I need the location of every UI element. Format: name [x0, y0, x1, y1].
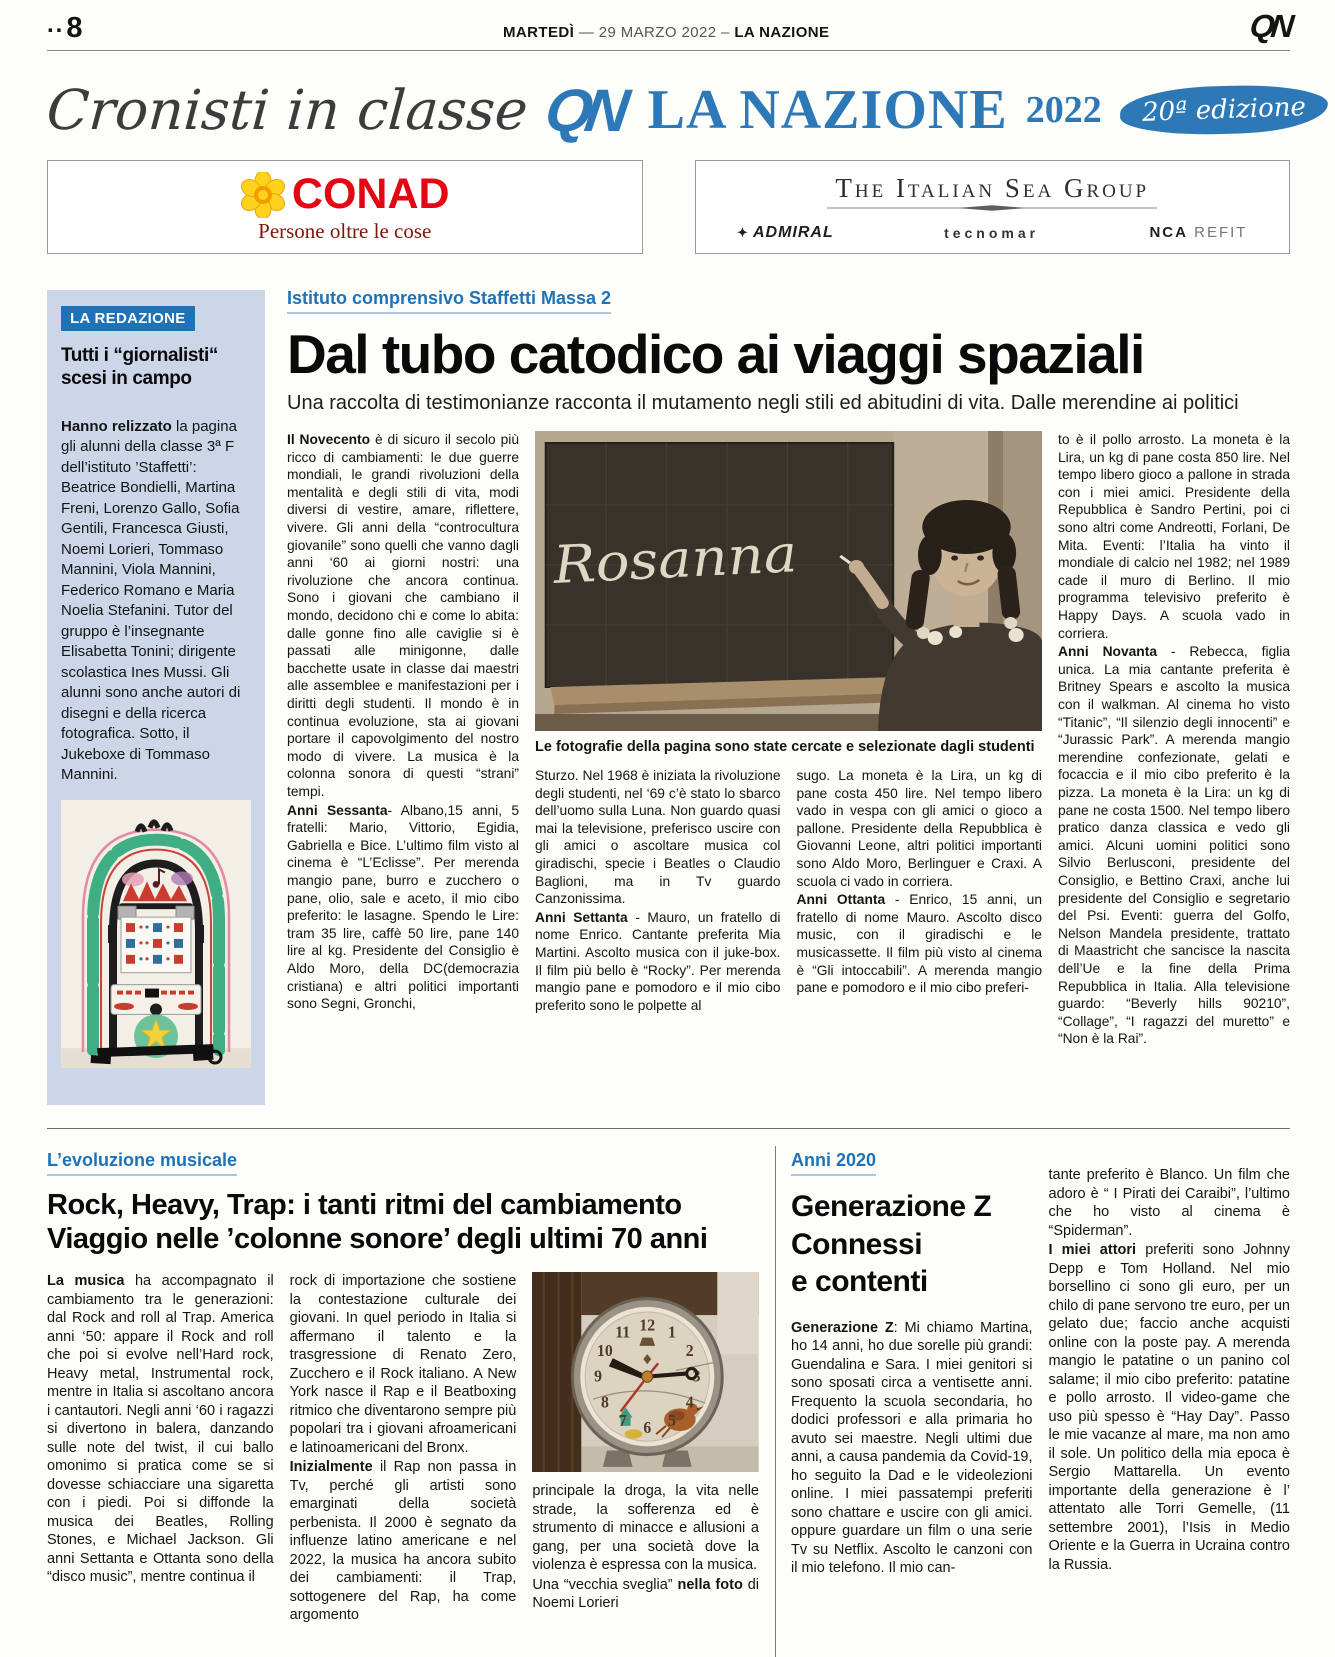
main-article-kicker: Istituto comprensivo Staffetti Massa 2: [287, 288, 611, 314]
page-number-value: 8: [66, 12, 83, 44]
music-column-1: La musica ha accompagnato il cambiamento tra le generazioni: dal Rock and roll al Trap. America anni ‘50: appare il Rock and roll che poi si evolve nell’Hard rock, Heavy metal, Instrumental rock, mentre in Italia si ascoltano ancora i cantautori. Negli anni ‘60 i ragazzi si divertono in balera, danzando sulle note del twist, il cui ballo omonimo si pratica come se si dovesse schiacciare una sigaretta con i piedi. Poi si diffonde la musica dei Beatles, Rolling Stones, e Michael Jackson. Gli anni Settanta e Ottanta sono della “disco music”, mentre continua il: [47, 1273, 274, 1586]
dateline-date: — 29 MARZO 2022 –: [578, 24, 730, 41]
flourish-divider: [827, 204, 1157, 212]
cronisti-script-title: Cronisti in classe: [44, 78, 530, 142]
redazione-sidebar: [47, 290, 265, 1105]
clock-numeral: 10: [597, 1343, 614, 1361]
clock-numeral: 12: [639, 1317, 656, 1335]
clock-numeral: 7: [619, 1413, 627, 1431]
genz-column-1: [791, 1150, 1033, 1579]
music-headline-line-1: Rock, Heavy, Trap: i tanti ritmi del cambiamento: [47, 1189, 682, 1221]
middle-columns: [535, 767, 1042, 1015]
qn-logo-masthead: QN: [540, 76, 627, 144]
page-number-dots: ..: [47, 11, 65, 38]
genz-column-1-text: Generazione Z: Mi chiamo Martina, ho 14 anni, ho due sorelle più grandi: Guendalina e Sara. I miei genitori si sono sposati circa a ventisette anni. Frequento la scuola secondaria, ho dodici professori e alla primaria ho avuto sei maestre. Negli ultimi due anni, a causa pandemia da Covid-19, ho seguito la Dad e le videolezioni online. I miei passatempi preferiti sono chattare e uscire con gli amici. oppure guardare un film o una serie Tv su Netflix. Ascolto le canzoni con il mio telefono. Il mio can-: [791, 1319, 1033, 1576]
music-article: [47, 1150, 759, 1626]
conad-ad: [47, 160, 643, 254]
music-article-columns: [47, 1272, 759, 1626]
page-number: [47, 12, 82, 45]
admiral-star-icon: ✦: [737, 224, 749, 240]
clock-numeral: 1: [668, 1324, 677, 1343]
dateline: [503, 24, 829, 45]
masthead: [44, 62, 1307, 158]
music-column-3: [532, 1272, 759, 1626]
italian-sea-group-ad: [695, 160, 1291, 254]
main-article-subtitle: Una raccolta di testimonianze racconta il mutamento negli stili ed abitudini di vita. Dalle merendine ai politici: [287, 392, 1239, 415]
genz-headline-line-2: Connessi: [791, 1227, 923, 1261]
nca-refit-brand: NCA REFIT: [1149, 224, 1248, 241]
qn-logo-top: QN: [1248, 8, 1292, 44]
section-divider: [47, 1128, 1290, 1129]
main-section: [47, 288, 1290, 1126]
italian-sea-group-logo-text: The Italian Sea Group: [835, 172, 1150, 203]
dateline-paper: LA NAZIONE: [734, 24, 830, 41]
dateline-day: MARTEDÌ: [503, 24, 575, 41]
genz-article: [791, 1150, 1290, 1579]
ad-row: [47, 160, 1290, 254]
edition-badge: 20ª edizione: [1119, 82, 1328, 137]
classroom-photo: [535, 431, 1042, 731]
genz-article-headline: [791, 1188, 1033, 1301]
jukebox-drawing-frame: [61, 800, 251, 1068]
photo-caption: Le fotografie della pagina sono state cercate e selezionate dagli studenti: [535, 739, 1035, 756]
conad-logo-text: CONAD: [291, 170, 450, 218]
music-headline-line-2: Viaggio nelle ’colonne sonore’ degli ultimi 70 anni: [47, 1223, 708, 1256]
alarm-clock-photo: [532, 1272, 759, 1472]
tecnomar-brand: tecnomar: [944, 224, 1040, 241]
main-article-columns: [287, 431, 1290, 1049]
genz-headline-line-1: Generazione Z: [791, 1190, 992, 1223]
redazione-title: Tutti i “giornalisti“ scesi in campo: [61, 345, 218, 389]
article-column-3: sugo. La moneta è la Lira, un kg di pane costa 450 lire. Nel tempo libero vado in vespa con gli amici o gioco a pallone. Presidente della Repubblica è Giovanni Leone, altri politici importanti sono Aldo Moro, Berlinguer e Craxi. A scuola ci vado in corriera. Anni Ottanta - Enrico, 15 anni, un fratello di nome Mauro. Ascolto disco music, con il giradischi e le musicassette. Il film più visto al cinema è “Gli intoccabili”. A merenda mangio pane e pomodoro e il mio cibo preferi-: [796, 768, 1043, 996]
genz-article-kicker: Anni 2020: [791, 1150, 876, 1176]
conad-tagline: Persone oltre le cose: [258, 219, 432, 243]
clock-numeral: 4: [686, 1394, 694, 1412]
main-article-headline: Dal tubo catodico ai viaggi spaziali: [287, 323, 1144, 385]
genz-headline-line-3: e contenti: [791, 1265, 928, 1298]
chalk-text: Rosanna: [551, 523, 799, 596]
bottom-section: [47, 1146, 1290, 1657]
article-column-2: Sturzo. Nel 1968 è iniziata la rivoluzione degli studenti, nel ‘69 c’è stato lo sbarco dell’uomo sulla Luna. Non guardo quasi mai la televisione, preferisco uscire con gli amici o ascoltare musica col giradischi, specie i Beatles o Claudio Baglioni, ma in Tv guardo Canzonissima. Anni Settanta - Mauro, un fratello di nome Enrico. Cantante preferita Mia Martini. Ascolto musica con il juke-box. Il film più bello è “Rocky”. Per merenda mangio pane e pomodoro e il mio cibo preferito sono le polpette al: [535, 768, 781, 1013]
clock-numeral: 3: [692, 1368, 701, 1387]
article-column-4: to è il pollo arrosto. La moneta è la Lira, un kg di pane costa 850 lire. Nel tempo libero gioco a pallone in strada con i miei amici. Presidente della Repubblica è Sandro Pertini, poi ci sono altri come Andreotti, Forlani, De Mita. Eventi: l’Italia ha vinto il mondiale di calcio nel 1982; nel 1989 cade il muro di Berlino. Il mio programma televisivo preferito è Happy Days. A scuola vado in corriera. Anni Novanta - Rebecca, figlia unica. La mia cantante preferita è Britney Spears e ascolto la musica con il walkman. Al cinema ho visto “Titanic”, “Il silenzio degli innocenti” e “Jurassic Park”. A merenda mangio merendine confezionate, gelati e focaccia e il mio cibo preferito è la pizza. La moneta è la Lira: un kg di pane ne costa 1500. Nel tempo libero pratico danza classica e vedo gli amici. Alcuni uomini politici sono Silvio Berlusconi, presidente del Consiglio, e Bettino Craxi, anche lui presidente del Consiglio e segretario del Psi. Eventi: guerra del Golfo, Nelson Mandela presidente, trattato di Maastricht che sancisce la nascita dell’Ue e la fine della Prima Repubblica in Italia. Alla televisione guardo: “Beverly hills 90210”, “Collage”, “I ragazzi del muretto” e “Non è la Rai”.: [1058, 432, 1290, 1047]
genz-column-2: tante preferito è Blanco. Un film che adoro è “ I Pirati dei Caraibi”, l’ultimo che ho visto al cinema è “Spiderman”. I miei attori preferiti sono Johnny Depp e Tom Holland. Nel mio borsellino ci sono gli euro, per un chilo di pane servono tre euro, per un gelato due; faccio anche acquisti online con la poste pay. A merenda mangio le patatine o un panino col salame; il mio cibo preferito: patatine e pollo arrosto. Il video-game che uso più spesso è “Hay Day”. Passo le mie vacanze al mare, ma non amo il sole. Un politico della mia epoca è Sergio Mattarella. Un evento importante della generazione è l’ attentato alle Torri Gemelle, (11 settembre 2001), l’Isis in Medio Oriente e la Guerra in Ucraina contro la Russia.: [1048, 1167, 1290, 1573]
top-bar: [47, 8, 1290, 45]
vertical-divider: [775, 1146, 776, 1657]
main-article: [287, 288, 1290, 1049]
music-article-headline: [47, 1188, 759, 1256]
jukebox-drawing: [61, 800, 251, 1068]
clock-numeral: 6: [643, 1420, 652, 1438]
la-nazione-logo: LA NAZIONE: [647, 79, 1008, 141]
article-column-1: Il Novecento è di sicuro il secolo più ricco di cambiamenti: le due guerre mondiali, le grandi rivoluzioni della mentalità e degli stili di vita, modi diversi di vestire, amare, riflettere, vivere. Gli anni della “controcultura giovanile” sono quelli che vanno dagli anni ‘60 ai giorni nostri: una rivoluzione che ancora continua. Sono i giovani che cambiano il mondo, decidono chi e come lo abita: dalle gonne fino alle caviglie si è passati alle minigonne, dalle bacchette usate in classe dai maestri alle assemblee e manifestazioni per i diritti degli studenti. Il mondo è in continua evoluzione, sta ai giovani portare il capovolgimento del nostro modo di vivere. La musica è la colonna sonora di questi “strani” tempi. Anni Sessanta- Albano,15 anni, 5 fratelli: Mario, Vittorio, Egidia, Gabriella e Bice. L’ultimo film visto al cinema è “L’Eclisse”. Per merenda mangio pane, burro e zucchero o pane, olio, sale e aceto, il mio cibo preferito: le lasagne. Spendo le Lire: tram 35 lire, caffè 50 lire, pane 140 lire al kg. Presidente del Consiglio è Aldo Moro, della DC(democrazia cristiana) e altri politici importanti sono Segni, Gronchi,: [287, 432, 519, 1012]
clock-numeral: 11: [615, 1324, 631, 1343]
clock-numeral: 9: [594, 1368, 603, 1387]
clock-numeral: 2: [686, 1343, 694, 1361]
admiral-brand: ✦ ADMIRAL: [737, 223, 834, 241]
music-article-kicker: L’evoluzione musicale: [47, 1150, 237, 1176]
clock-numeral: 8: [601, 1394, 610, 1412]
clock-numeral: 5: [668, 1413, 677, 1431]
sea-group-brands: [737, 224, 1247, 242]
music-column-3-text: principale la droga, la vita nelle strade, la sofferenza ed è strumento di minacce e allusioni a gang, per una società dove la violenza è espressa con la musica. Una “vecchia sveglia” nella foto di Noemi Lorieri: [532, 1483, 759, 1612]
conad-flower-icon: [240, 172, 286, 218]
header-rule: [47, 50, 1290, 51]
music-column-2: rock di importazione che sostiene la contestazione culturale dei giovani. In quel periodo in Italia si affermano il talento e la trasgressione di Renato Zero, Zucchero e il Rock italiano. A New York nasce il Rap e il Beatboxing ritmico che diventarono sempre più popolari tra i giovani afroamericani e latinoamericani del Bronx. Inizialmente il Rap non passa in Tv, perché gli artisti sono emarginati della società perbenista. Il 2000 è segnato da influenze latino americane e nel 2022, la musica ha ancora subito dei cambiamenti: il Trap, sottogenere del Rap, ha come argomento: [289, 1273, 517, 1624]
redazione-body: Hanno relizzato la pagina gli alunni della classe 3ª F dell’istituto ’Staffetti’: Beatrice Bondielli, Martina Freni, Lorenzo Gallo, Sofia Gentili, Francesca Giusti, Noemi Lorieri, Tommaso Mannini, Viola Mannini, Federico Romano e Maria Noelia Stefanini. Tutor del gruppo è l’insegnante Elisabetta Tonini; dirigente scolastica Ines Mussi. Gli alunni sono anche autori di disegni e della ricerca fotografica. Sotto, il Jukeboxe di Tommaso Mannini.: [61, 417, 241, 784]
masthead-year: 2022: [1025, 89, 1102, 131]
photo-and-middle-columns: [535, 431, 1042, 1049]
redazione-badge: LA REDAZIONE: [61, 306, 195, 331]
